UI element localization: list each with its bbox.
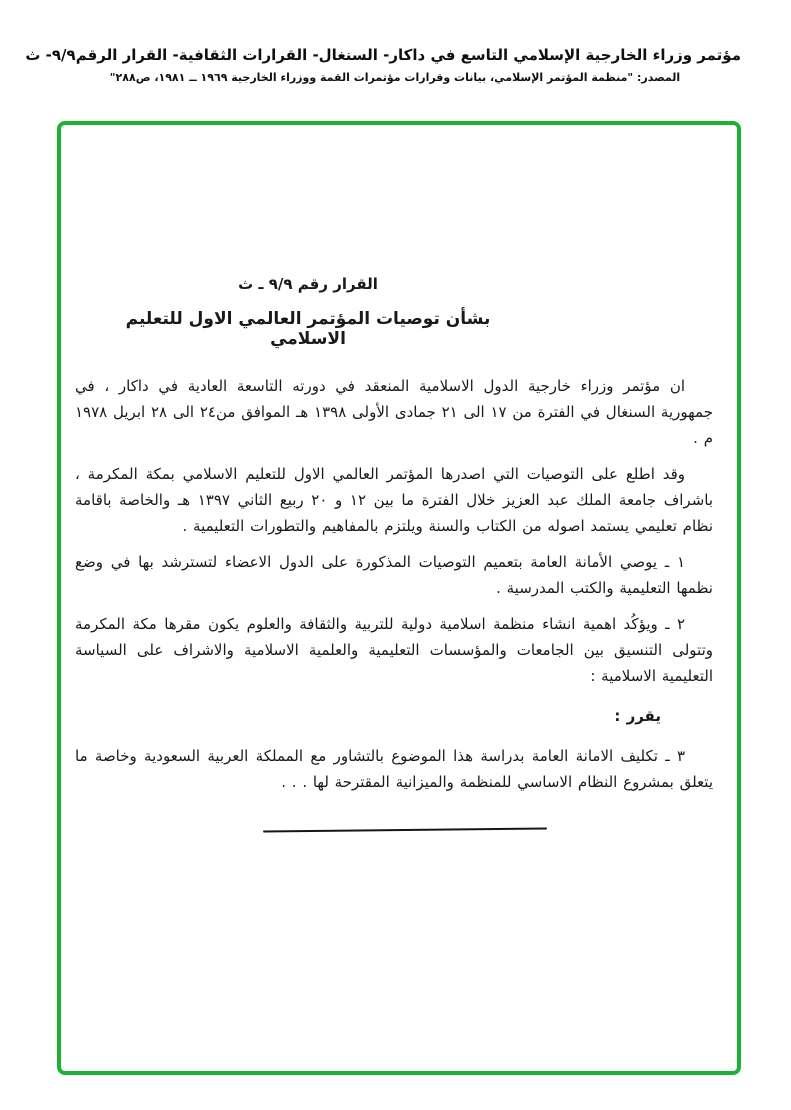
citation-title-line: مؤتمر وزراء الخارجية الإسلامي التاسع في داكار- السنغال- القرارات الثقافية- القرار الرقم٩/٩- ث <box>25 46 741 64</box>
header-citation <box>25 46 741 84</box>
document-body <box>61 125 737 795</box>
resolution-number-title: القرار رقم ٩/٩ ـ ث <box>238 275 378 293</box>
paragraphs-container <box>75 373 713 795</box>
citation-source-line: المصدر: "منظمة المؤتمر الإسلامي، بيانات وقرارات مؤتمرات القمة ووزراء الخارجية ١٩٦٩ ــ ١٩٨١، ص٢٨٨" <box>109 71 681 84</box>
title-block <box>93 275 523 349</box>
signature-divider-line <box>263 828 547 833</box>
recommendation-item-1: ١ ـ يوصي الأمانة العامة بتعميم التوصيات المذكورة على الدول الاعضاء لتسترشد بها في وضع نظمها التعليمية والكتب المدرسية . <box>75 553 713 597</box>
decree-lead-line: يقرر : <box>614 707 661 725</box>
preamble-paragraph-1: ان مؤتمر وزراء خارجية الدول الاسلامية المنعقد في دورته التاسعة العادية في داكار ، في جمهورية السنغال في الفترة من ١٧ الى ٢١ جمادى الأولى ١٣٩٨ هـ الموافق من٢٤ الى ٢٨ ابريل ١٩٧٨ م . <box>75 377 713 447</box>
preamble-paragraph-2: وقد اطلع على التوصيات التي اصدرها المؤتمر العالمي الاول للتعليم الاسلامي بمكة المكرمة ، باشراف جامعة الملك عبد العزيز خلال الفترة ما بين ١٢ و ٢٠ ربيع الثاني ١٣٩٧ هـ والخاصة باقامة نظام تعليمي يستمد اصوله من الكتاب والسنة ويلتزم بالمفاهيم والتطورات التعليمية . <box>75 465 714 535</box>
resolution-subject-title: بشأن توصيات المؤتمر العالمي الاول للتعليم الاسلامي <box>125 309 491 349</box>
decree-item-3: ٣ ـ تكليف الامانة العامة بدراسة هذا الموضوع بالتشاور مع المملكة العربية السعودية وخاصة ما يتعلق بمشروع النظام الاساسي للمنظمة والميزانية المقترحة لها . . . <box>75 747 713 791</box>
document-frame <box>57 121 741 1075</box>
recommendation-item-2: ٢ ـ ويؤكُد اهمية انشاء منظمة اسلامية دولية للتربية والثقافة والعلوم يكون مقرها مكة المكرمة وتتولى التنسيق بين الجامعات والمؤسسات التعليمية والعلمية الاسلامية والاشراف على السياسة التعليمية الاسلامية : <box>75 615 713 685</box>
